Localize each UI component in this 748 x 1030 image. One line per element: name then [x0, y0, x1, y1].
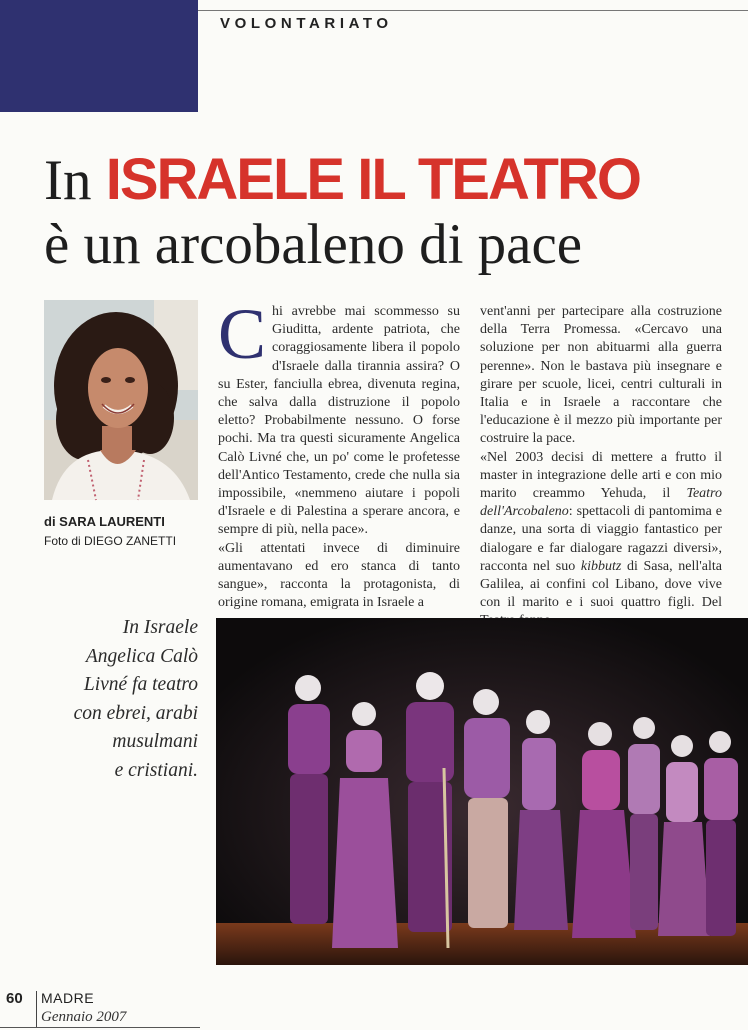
header-rule: [198, 0, 748, 11]
section-label: VOLONTARIATO: [220, 15, 393, 32]
pull-quote-line: Livné fa teatro: [83, 674, 198, 695]
theatre-stage-photo: [216, 618, 748, 965]
article-paragraph-3: vent'anni per partecipare alla costruzione della Terra Promessa. «Cercavo una soluzione per non abituarmi alla guerra perenne». Non le bastava più insegnare e girare per scuole, licei, centri culturali in Italia e in Israele a raccontare che l'educazione è il mezzo più importante per costruire la pace.: [480, 304, 722, 447]
headline-lead: In: [44, 149, 106, 212]
issue-date: Gennaio 2007: [41, 1009, 127, 1025]
pull-quote-line: Angelica Calò: [85, 645, 198, 667]
article-paragraph-1: hi avrebbe mai scommesso su Giuditta, ardente patriota, che coraggiosamente libera il popolo d'Israele dalla tirannia assira? O su Ester, fanciulla ebrea, divenuta regina, che salva dalla distruzione il popolo eletto? Probabilmente nessuno. O forse pochi. Ma tra questi sicuramente Angelica Calò Livné che, un po' come le profetesse dell'Antico Testamento, crede che nulla sia impossibile, «nemmeno aiutare i popoli d'Israele e di Palestina a sperare ancora, e sempre di più, nella pace».: [218, 304, 460, 538]
drop-cap: C: [218, 294, 267, 374]
pull-quote-line: musulmani: [112, 731, 198, 752]
author-name: di SARA LAURENTI: [44, 514, 165, 529]
pull-quote: [30, 614, 198, 785]
pull-quote-line: e cristiani.: [114, 759, 198, 781]
page-number: 60: [6, 990, 23, 1007]
article-column-2: [480, 303, 722, 611]
article-paragraph-2: «Gli attentati invece di diminuire aumentavano ed ero stanca di tanto sangue», racconta la protagonista, di origine romana, emigrata in Israele a: [218, 540, 460, 611]
kibbutz-word: kibbutz: [580, 558, 622, 574]
footer-rule: [0, 1027, 200, 1028]
article-paragraph-4: [480, 449, 722, 631]
author-portrait-photo: [44, 300, 198, 500]
footer-divider: [36, 991, 37, 1027]
magazine-name: MADRE: [41, 990, 95, 1006]
paragraph-4-part-b: : spettacoli di pantomima e danze, una sorta di viaggio fantastico per dialogare e far dialogare ragazzi diversi», racconta nel suo: [480, 504, 722, 574]
headline: [44, 148, 640, 277]
paragraph-4-part-c: di Sasa, nell'alta Galilea, ai confini col Libano, dove vive con il marito e i suoi quattro figli. Del: [480, 558, 722, 611]
photo-credit: Foto di DIEGO ZANETTI: [44, 534, 177, 548]
headline-highlight: ISRAELE IL TEATRO: [105, 147, 640, 212]
theatre-name: Teatro dell'Arcobaleno: [480, 486, 722, 520]
pull-quote-line: con ebrei, arabi: [73, 702, 198, 724]
corner-color-block: [0, 0, 198, 112]
paragraph-4-part-a: «Nel 2003 decisi di mettere a frutto il master in integrazione delle arti e con mio marito creammo Yehuda, il: [480, 449, 722, 502]
article-column-1: [218, 294, 460, 611]
byline: [44, 514, 176, 548]
pull-quote-line: In Israele: [122, 617, 198, 638]
headline-line2: è un arcobaleno di pace: [44, 213, 583, 276]
